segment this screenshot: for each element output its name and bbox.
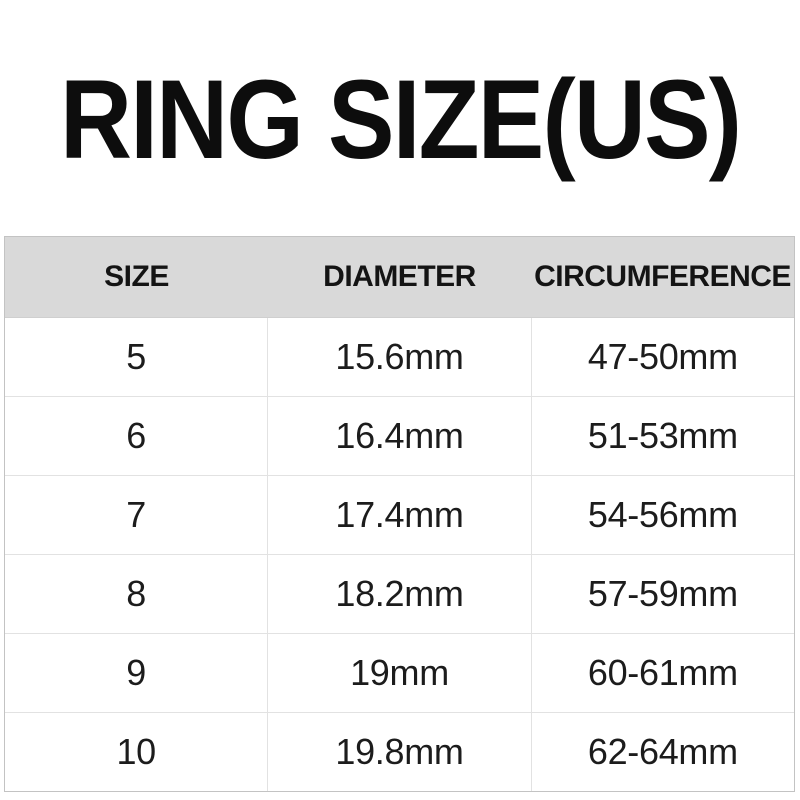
table-row	[5, 475, 794, 554]
circumference-cell: 51-53mm	[531, 397, 794, 475]
circumference-cell: 47-50mm	[531, 318, 794, 396]
diameter-cell: 16.4mm	[267, 397, 530, 475]
column-header-circumference: CIRCUMFERENCE	[534, 260, 791, 293]
size-cell: 9	[126, 652, 147, 693]
title-bar	[0, 57, 800, 182]
table-row	[5, 712, 794, 791]
circumference-cell: 62-64mm	[531, 713, 794, 791]
size-cell: 6	[126, 415, 147, 456]
diameter-cell: 15.6mm	[267, 318, 530, 396]
diameter-cell: 17.4mm	[267, 476, 530, 554]
column-header-size: SIZE	[104, 260, 169, 293]
size-cell: 5	[126, 336, 147, 377]
size-cell: 10	[116, 731, 156, 772]
circumference-cell: 60-61mm	[531, 634, 794, 712]
table-row	[5, 318, 794, 396]
diameter-cell: 18.2mm	[267, 555, 530, 633]
size-cell: 7	[126, 494, 147, 535]
ring-size-table	[4, 236, 795, 792]
table-row	[5, 396, 794, 475]
column-header-diameter: DIAMETER	[323, 260, 476, 293]
diameter-cell: 19.8mm	[267, 713, 530, 791]
page-title: RING SIZE(US)	[59, 57, 741, 182]
circumference-cell: 54-56mm	[531, 476, 794, 554]
table-header-row	[5, 237, 794, 318]
table-row	[5, 633, 794, 712]
circumference-cell: 57-59mm	[531, 555, 794, 633]
diameter-cell: 19mm	[267, 634, 530, 712]
size-cell: 8	[126, 573, 147, 614]
table-row	[5, 554, 794, 633]
